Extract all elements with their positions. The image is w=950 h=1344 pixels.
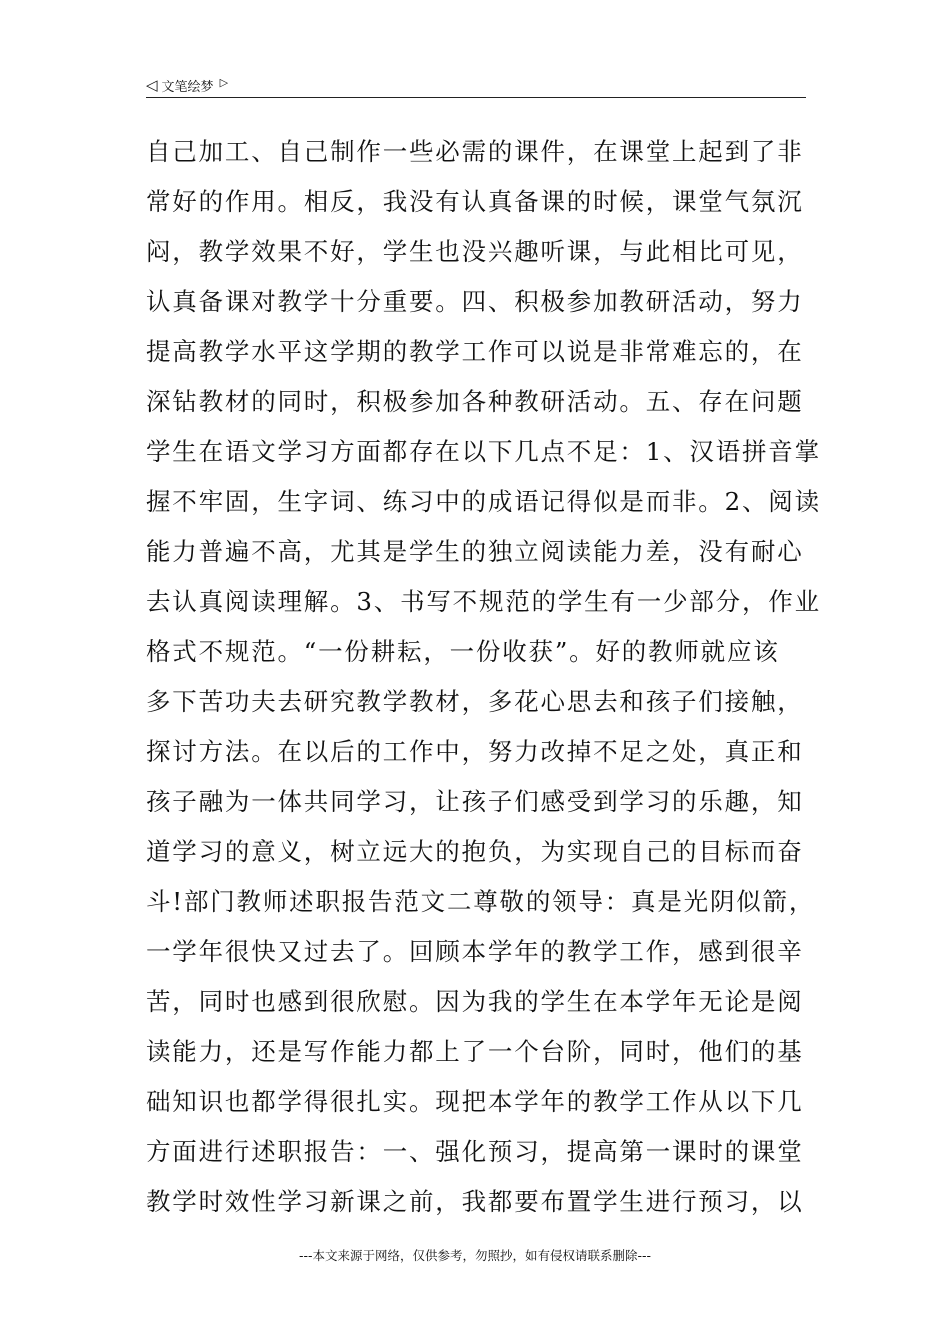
text-line: 础知识也都学得很扎实。现把本学年的教学工作从以下几	[146, 1087, 804, 1116]
text-line: 斗!部门教师述职报告范文二尊敬的领导：真是光阴似箭，	[146, 887, 816, 916]
text-line: 握不牢固，生字词、练习中的成语记得似是而非。2、阅读	[146, 487, 821, 516]
text-line: 去认真阅读理解。3、书写不规范的学生有一少部分，作业	[146, 587, 821, 616]
text-line: 认真备课对教学十分重要。四、积极参加教研活动，努力	[146, 287, 804, 316]
text-line: 探讨方法。在以后的工作中，努力改掉不足之处，真正和	[146, 737, 804, 766]
triangle-left-icon: ◁	[146, 76, 158, 94]
text-line: 读能力，还是写作能力都上了一个台阶，同时，他们的基	[146, 1037, 804, 1066]
text-line: 孩子融为一体共同学习，让孩子们感受到学习的乐趣，知	[146, 787, 804, 816]
text-line: 苦，同时也感到很欣慰。因为我的学生在本学年无论是阅	[146, 987, 804, 1016]
document-body	[146, 127, 821, 1227]
text-line: 方面进行述职报告：一、强化预习，提高第一课时的课堂	[146, 1137, 804, 1166]
text-line: 深钻教材的同时，积极参加各种教研活动。五、存在问题	[146, 387, 804, 416]
text-line: 闷，教学效果不好，学生也没兴趣听课，与此相比可见，	[146, 237, 804, 266]
text-line: 多下苦功夫去研究教学教材，多花心思去和孩子们接触，	[146, 687, 804, 716]
text-line: 一学年很快又过去了。回顾本学年的教学工作，感到很辛	[146, 937, 804, 966]
text-line: 自己加工、自己制作一些必需的课件，在课堂上起到了非	[146, 137, 804, 166]
text-line: 学生在语文学习方面都存在以下几点不足：1、汉语拼音掌	[146, 437, 821, 466]
text-line: 格式不规范。“一份耕耘，一份收获”。好的教师就应该	[146, 637, 780, 666]
page-footer-disclaimer: ---本文来源于网络，仅供参考，勿照抄，如有侵权请联系删除---	[298, 1248, 652, 1263]
text-line: 能力普遍不高，尤其是学生的独立阅读能力差，没有耐心	[146, 537, 804, 566]
header-brand	[146, 76, 228, 95]
triangle-right-icon: ▷	[219, 76, 229, 89]
text-line: 道学习的意义，树立远大的抱负，为实现自己的目标而奋	[146, 837, 804, 866]
text-line: 教学时效性学习新课之前，我都要布置学生进行预习，以	[146, 1187, 804, 1216]
header-title: 文笔绘梦	[161, 80, 214, 95]
text-line: 提高教学水平这学期的教学工作可以说是非常难忘的，在	[146, 337, 804, 366]
header-divider	[146, 97, 806, 98]
page-header	[146, 70, 806, 98]
text-line: 常好的作用。相反，我没有认真备课的时候，课堂气氛沉	[146, 187, 804, 216]
